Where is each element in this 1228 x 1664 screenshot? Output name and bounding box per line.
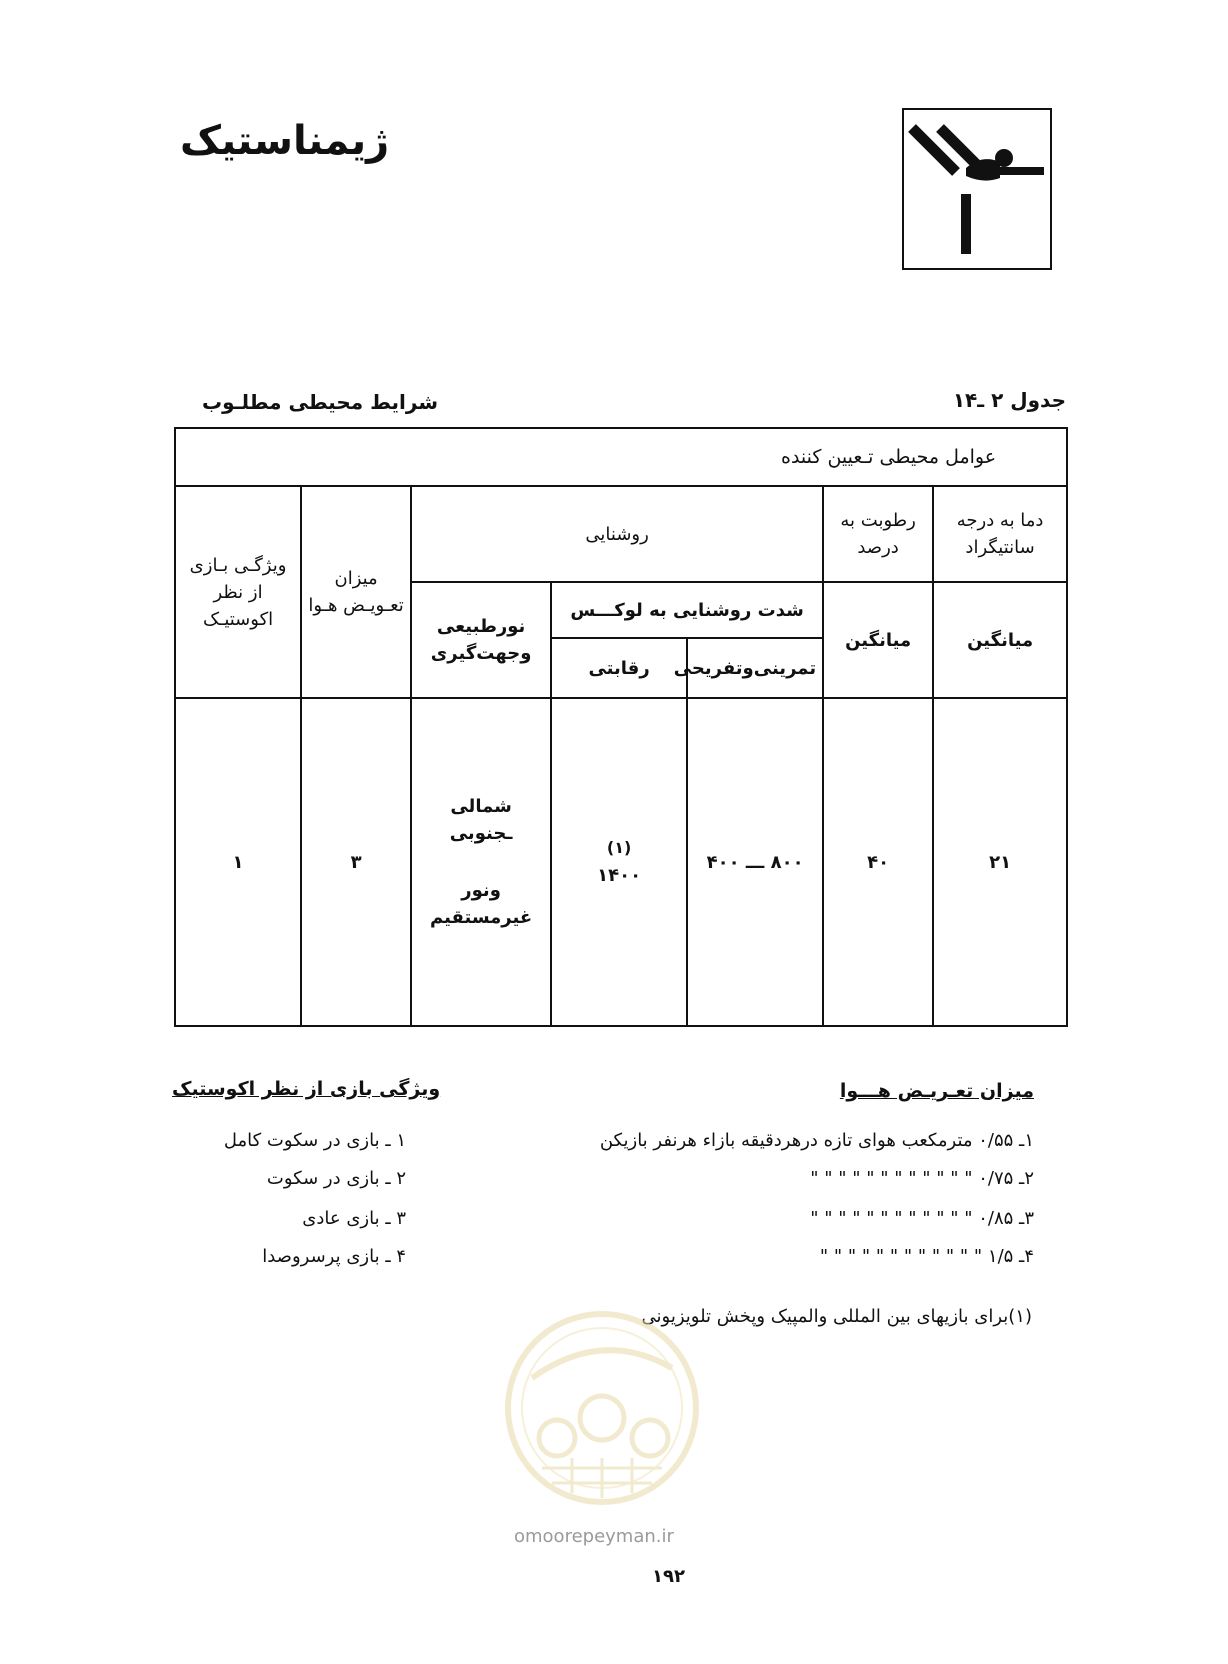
acoustic-notes-title: ویژگی بازی از نظر اکوستیک [172, 1078, 441, 1100]
acoustic-note-4: ۴ ـ بازی پرسروصدا [262, 1246, 406, 1267]
group-header: عوامل محیطی تـعیین کننده [175, 428, 1067, 486]
header-lighting: روشنایی [411, 486, 823, 582]
page-title: ژیمناستیک [180, 118, 390, 164]
header-average-temp: میانگین [933, 582, 1067, 698]
header-acoustic: ویژگـی بـازی از نظر اکوستیـک [175, 486, 301, 698]
header-lux-intensity: شدت روشنایی به لوکـــس [551, 582, 823, 638]
header-humidity: رطوبت به درصد [823, 486, 933, 582]
ventilation-note-3: ۳ـ ۰/۸۵ " " " " " " " " " " " " [810, 1208, 1034, 1229]
competition-note-marker: (۱) [606, 837, 632, 857]
ventilation-notes-title: میزان تعـریـض هـــوا [839, 1080, 1034, 1102]
environment-table [174, 427, 1068, 1027]
ventilation-note-1: ۱ـ ۰/۵۵ مترمکعب هوای تازه درهردقیقه بازاء هرنفر بازیکن [599, 1130, 1034, 1151]
header-temperature: دما به درجه سانتیگراد [933, 486, 1067, 582]
cell-humidity: ۴۰ [823, 698, 933, 1026]
ventilation-note-2: ۲ـ ۰/۷۵ " " " " " " " " " " " " [810, 1168, 1034, 1189]
natural-light-line1: شمالی ـجنوبی [449, 796, 513, 844]
acoustic-note-1: ۱ ـ بازی در سکوت کامل [223, 1130, 406, 1151]
header-average-humidity: میانگین [823, 582, 933, 698]
header-training: تمرینی‌وتفریحی [687, 638, 823, 698]
cell-ventilation: ۳ [301, 698, 411, 1026]
page-number: ۱۹۲ [652, 1566, 685, 1587]
header-ventilation: میزان تعـویـض هـوا [301, 486, 411, 698]
gymnast-pictogram-icon [902, 108, 1052, 270]
cell-natural-light [411, 698, 551, 1026]
footnote: (۱)برای بازیهای بین المللی والمپیک وپخش تلویزیونی [641, 1306, 1032, 1327]
watermark-url: omoorepeyman.ir [514, 1526, 674, 1547]
ventilation-note-4: ۴ـ ۱/۵ " " " " " " " " " " " " [819, 1246, 1034, 1267]
table-title: شرایط محیطی مطلـوب [202, 390, 438, 414]
natural-light-line2: ونور غیرمستقیم [430, 880, 533, 928]
header-natural-light: نورطبیعی وجهت‌گیری [411, 582, 551, 698]
cell-acoustic: ۱ [175, 698, 301, 1026]
cell-competition [551, 698, 687, 1026]
cell-training-lux: ۸۰۰ ـــ ۴۰۰ [687, 698, 823, 1026]
table-number: جدول ۲ ـ۱۴ [952, 388, 1066, 412]
cell-temperature: ۲۱ [933, 698, 1067, 1026]
watermark-logo-icon [502, 1308, 702, 1508]
acoustic-note-2: ۲ ـ بازی در سکوت [266, 1168, 406, 1189]
acoustic-note-3: ۳ ـ بازی عادی [302, 1208, 406, 1229]
cell-competition-lux: ۱۴۰۰ [597, 864, 642, 886]
header-competition: رقابتی [551, 638, 687, 698]
